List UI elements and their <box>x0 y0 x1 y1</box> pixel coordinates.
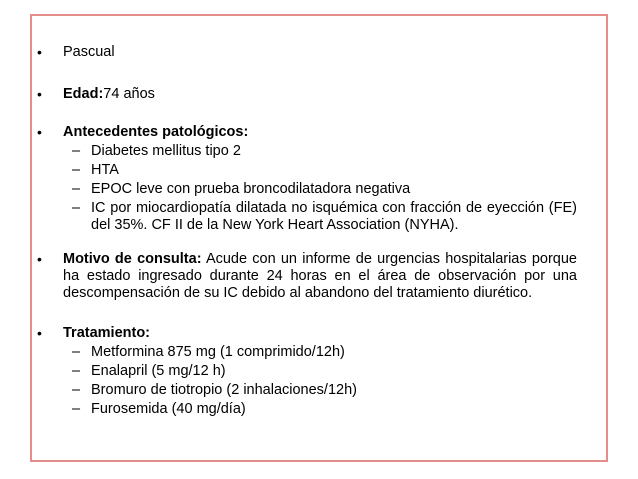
history-item: – Diabetes mellitus tipo 2 <box>72 143 241 159</box>
history-item: – HTA <box>72 162 119 178</box>
dash: – <box>72 363 81 379</box>
treatment-heading: Tratamiento: <box>63 325 151 341</box>
dash: – <box>72 162 81 178</box>
dash: – <box>72 143 81 159</box>
history-item: – EPOC leve con prueba broncodilatadora negativa <box>72 181 411 197</box>
treatment-item: – Enalapril (5 mg/12 h) <box>72 363 226 379</box>
consultation-label: Motivo de consulta: <box>63 251 202 267</box>
history-section <box>37 124 577 244</box>
treatment-item: – Metformina 875 mg (1 comprimido/12h) <box>72 344 345 360</box>
history-item: – IC por miocardiopatía dilatada no isquémica con fracción de eyección (FE) del 35%. CF II de la New York Heart Association (NYHA). <box>72 200 577 233</box>
bullet: • <box>37 325 42 341</box>
age-value: 74 años <box>103 86 155 102</box>
history-heading: Antecedentes patológicos: <box>63 124 249 140</box>
treatment-section <box>37 325 577 425</box>
dash: – <box>72 200 81 216</box>
dash: – <box>72 344 81 360</box>
treatment-item: – Bromuro de tiotropio (2 inhalaciones/12h) <box>72 382 357 398</box>
bullet: • <box>37 86 42 102</box>
age-label: Edad: <box>63 86 104 102</box>
dash: – <box>72 401 81 417</box>
treatment-item: – Furosemida (40 mg/día) <box>72 401 246 417</box>
patient-name: Pascual <box>63 44 115 60</box>
dash: – <box>72 181 81 197</box>
bullet: • <box>37 124 42 140</box>
consultation-text: Acude con un informe de urgencias hospitalarias porque ha estado ingresado durante 24 horas en el área de observación por una descompensación de su IC debido al abandono del tratamiento diurético. <box>63 251 577 301</box>
bullet: • <box>37 44 42 60</box>
dash: – <box>72 382 81 398</box>
bullet: • <box>37 251 42 267</box>
